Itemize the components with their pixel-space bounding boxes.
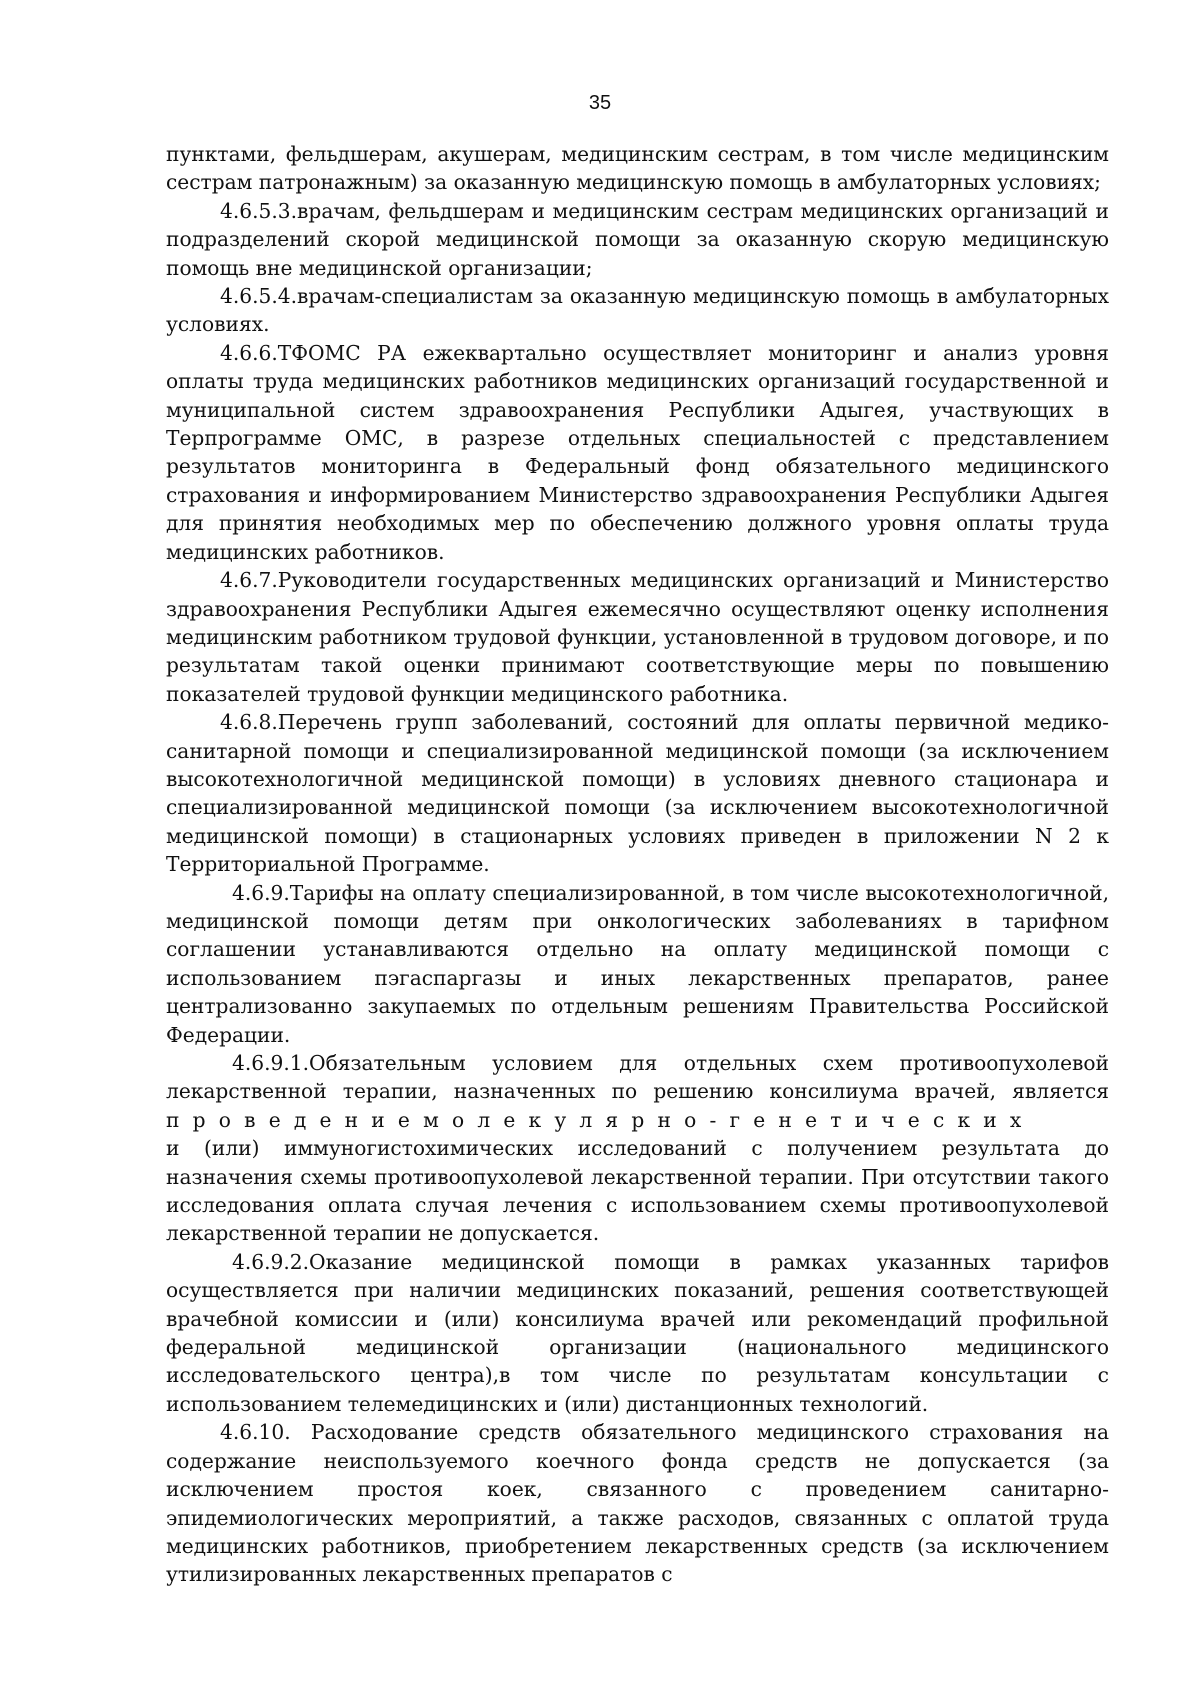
paragraph-continuation: пунктами, фельдшерам, акушерам, медицинским сестрам, в том числе медицинским сестрам патронажным) за оказанную медицинскую помощь в амбулаторных условиях; [166,142,1109,195]
paragraph-4-6-7: 4.6.7.Руководители государственных медицинских организаций и Министерство здравоохранения Республики Адыгея ежемесячно осуществляют оценку исполнения медицинским работником трудовой функции, установленной в трудовом договоре, и по результатам такой оценки принимают соответствующие меры по повышению показателей трудовой функции медицинского работника. [166,568,1109,706]
paragraph-4-6-5-3: 4.6.5.3.врачам, фельдшерам и медицинским сестрам медицинских организаций и подразделений скорой медицинской помощи за оказанную скорую медицинскую помощь вне медицинской организации; [166,198,1109,280]
paragraph-4-6-6: 4.6.6.ТФОМС РА ежеквартально осуществляет мониторинг и анализ уровня оплаты труда медицинских работников медицинских организаций государственной и муниципальной систем здравоохранения Республики Адыгея, участвующих в Терпрограмме ОМС, в разрезе отдельных специальностей с представлением результатов мониторинга в Федеральный фонд обязательного медицинского страхования и информированием Министерство здравоохранения Республики Адыгея для принятия необходимых мер по обеспечению должного уровня оплаты труда медицинских работников. [166,340,1109,564]
page-number: 35 [588,92,612,114]
paragraph-4-6-9-1-spaced-line: проведениемолекулярно-генетических [166,1107,1035,1132]
paragraph-4-6-10: 4.6.10. Расходование средств обязательного медицинского страхования на содержание неиспользуемого коечного фонда средств не допускается (за исключением простоя коек, связанного с проведением санитарно-эпидемиологических мероприятий, а также расходов, связанных с оплатой труда медицинских работников, приобретением лекарственных средств (за исключением утилизированных лекарственных препаратов с [166,1420,1109,1587]
document-body [166,140,1109,1589]
paragraph-4-6-9-2: 4.6.9.2.Оказание медицинской помощи в рамках указанных тарифов осуществляется при наличии медицинских показаний, решения соответствующей врачебной комиссии и (или) консилиума врачей или рекомендаций профильной федеральной медицинской организации (национального медицинского исследовательского центра),в том числе по результатам консультации с использованием телемедицинских и (или) дистанционных технологий. [166,1249,1109,1416]
paragraph-4-6-9-1-line1: 4.6.9.1.Обязательным условием для отдельных схем противоопухолевой лекарственной терапии, назначенных по решению консилиума врачей, является [166,1051,1109,1104]
paragraph-4-6-9-1-rest: и (или) иммуногистохимических исследований с получением результата до назначения схемы противоопухолевой лекарственной терапии. При отсутствии такого исследования оплата случая лечения с использованием схемы противоопухолевой лекарственной терапии не допускается. [166,1136,1109,1246]
paragraph-4-6-5-4: 4.6.5.4.врачам-специалистам за оказанную медицинскую помощь в амбулаторных условиях. [166,284,1109,337]
paragraph-4-6-9: 4.6.9.Тарифы на оплату специализированной, в том числе высокотехнологичной, медицинской помощи детям при онкологических заболеваниях в тарифном соглашении устанавливаются отдельно на оплату медицинской помощи с использованием пэгаспаргазы и иных лекарственных препаратов, ранее централизованно закупаемых по отдельным решениям Правительства Российской Федерации. [166,880,1109,1047]
paragraph-4-6-8: 4.6.8.Перечень групп заболеваний, состояний для оплаты первичной медико-санитарной помощи и специализированной медицинской помощи (за исключением высокотехнологичной медицинской помощи) в условиях дневного стационара и специализированной медицинской помощи (за исключением высокотехнологичной медицинской помощи) в стационарных условиях приведен в приложении N 2 к Территориальной Программе. [166,710,1109,877]
